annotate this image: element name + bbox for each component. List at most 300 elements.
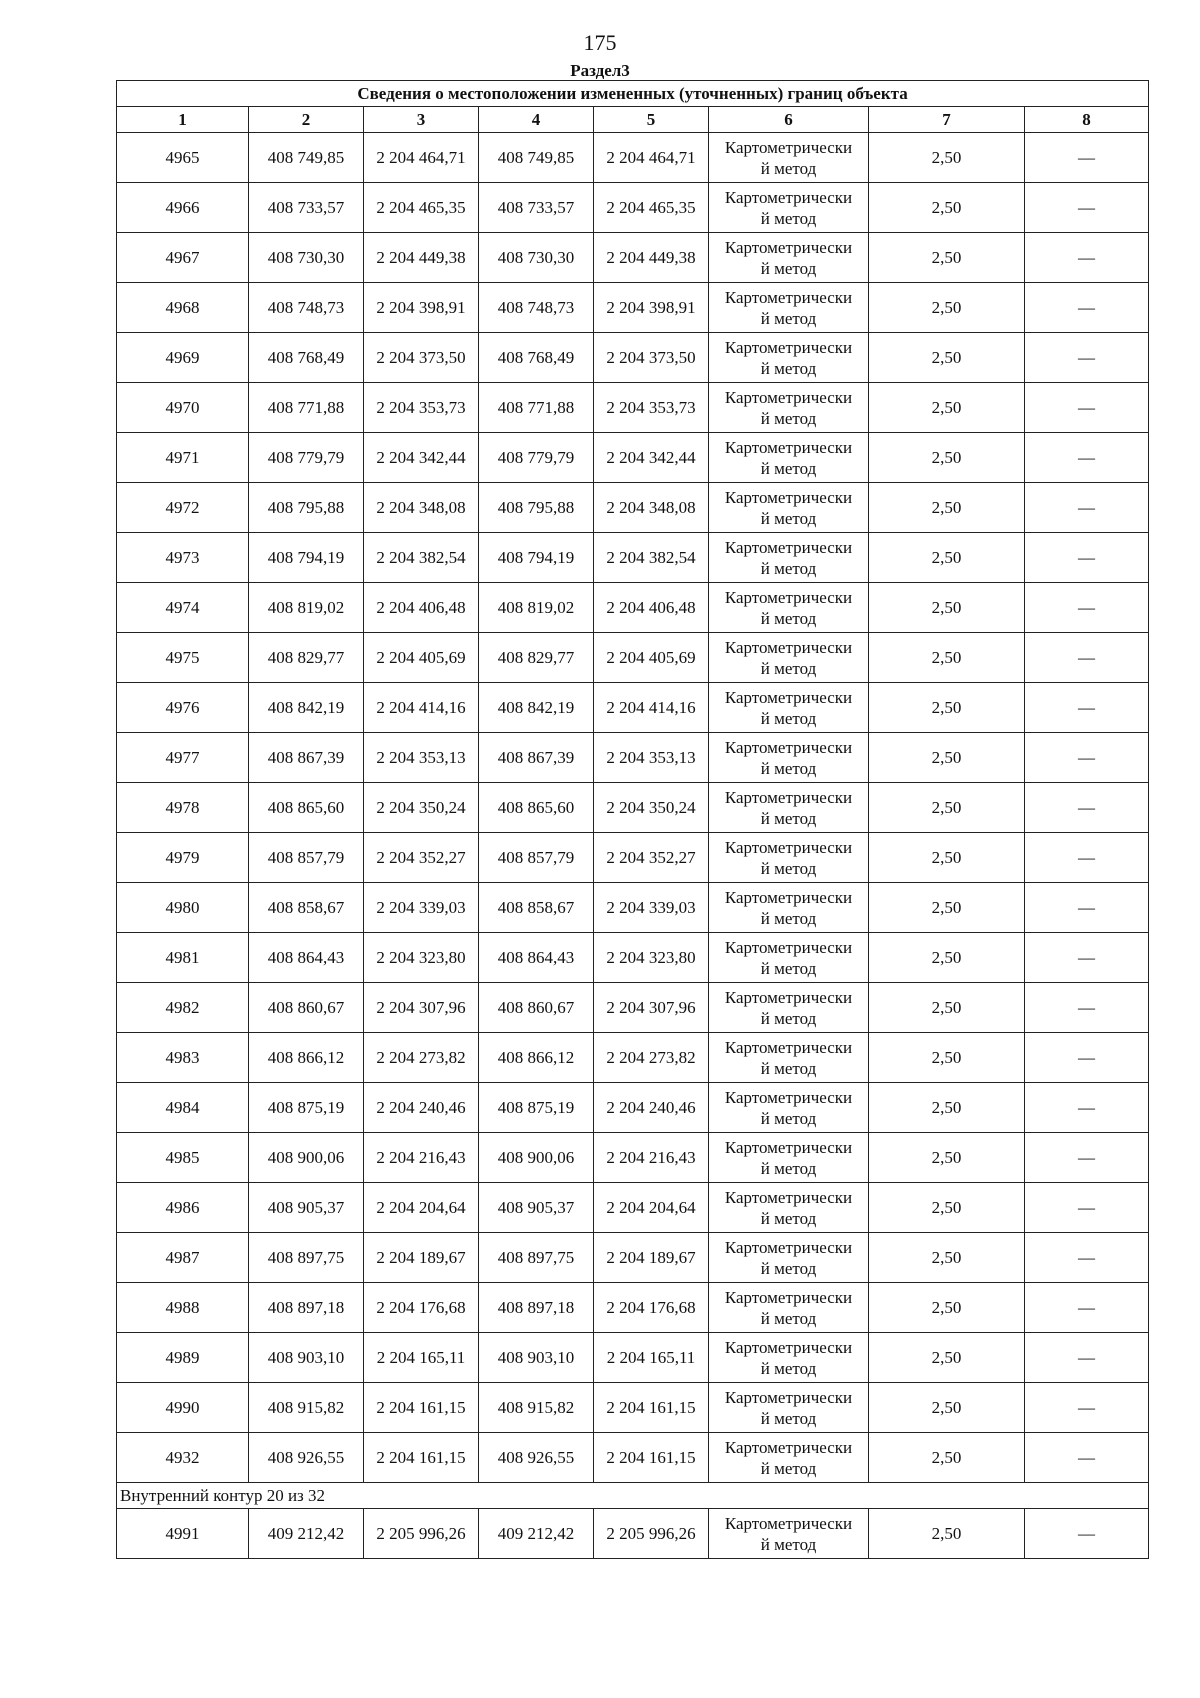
precision-cell: 2,50 — [869, 783, 1025, 833]
y-old-cell: 2 204 273,82 — [364, 1033, 479, 1083]
precision-cell: 2,50 — [869, 183, 1025, 233]
y-old-cell: 2 204 414,16 — [364, 683, 479, 733]
point-number-cell: 4968 — [117, 283, 249, 333]
y-old-cell: 2 204 323,80 — [364, 933, 479, 983]
method-cell — [709, 1509, 869, 1559]
method-line-1: Картометрически — [724, 537, 853, 557]
y-old-cell: 2 204 449,38 — [364, 233, 479, 283]
method-line-1: Картометрически — [724, 337, 853, 357]
point-number-cell: 4987 — [117, 1233, 249, 1283]
x-old-cell: 408 842,19 — [249, 683, 364, 733]
y-new-cell: 2 204 382,54 — [594, 533, 709, 583]
method-line-1: Картометрически — [724, 187, 853, 207]
table-row — [117, 1509, 1149, 1559]
method-line-2: й метод — [760, 758, 817, 778]
table-row — [117, 1433, 1149, 1483]
note-cell: — — [1025, 1333, 1149, 1383]
x-old-cell: 408 900,06 — [249, 1133, 364, 1183]
method-line-2: й метод — [760, 158, 817, 178]
table-row — [117, 133, 1149, 183]
x-new-cell: 408 749,85 — [479, 133, 594, 183]
precision-cell: 2,50 — [869, 883, 1025, 933]
method-line-1: Картометрически — [724, 437, 853, 457]
point-number-cell: 4967 — [117, 233, 249, 283]
method-cell — [709, 783, 869, 833]
x-new-cell: 408 875,19 — [479, 1083, 594, 1133]
x-old-cell: 408 915,82 — [249, 1383, 364, 1433]
x-old-cell: 408 866,12 — [249, 1033, 364, 1083]
precision-cell: 2,50 — [869, 1233, 1025, 1283]
table-row — [117, 533, 1149, 583]
method-line-1: Картометрически — [724, 1513, 853, 1533]
x-old-cell: 408 749,85 — [249, 133, 364, 183]
method-line-2: й метод — [760, 1308, 817, 1328]
y-old-cell: 2 204 398,91 — [364, 283, 479, 333]
x-new-cell: 408 819,02 — [479, 583, 594, 633]
method-cell — [709, 1083, 869, 1133]
x-old-cell: 408 897,18 — [249, 1283, 364, 1333]
y-new-cell: 2 204 464,71 — [594, 133, 709, 183]
x-new-cell: 408 867,39 — [479, 733, 594, 783]
method-line-1: Картометрически — [724, 587, 853, 607]
note-cell: — — [1025, 833, 1149, 883]
method-line-1: Картометрически — [724, 937, 853, 957]
method-line-2: й метод — [760, 1158, 817, 1178]
y-old-cell: 2 205 996,26 — [364, 1509, 479, 1559]
y-old-cell: 2 204 176,68 — [364, 1283, 479, 1333]
note-cell: — — [1025, 733, 1149, 783]
y-old-cell: 2 204 350,24 — [364, 783, 479, 833]
column-number: 1 — [117, 107, 249, 133]
table-row — [117, 633, 1149, 683]
y-old-cell: 2 204 339,03 — [364, 883, 479, 933]
point-number-cell: 4981 — [117, 933, 249, 983]
point-number-cell: 4982 — [117, 983, 249, 1033]
y-new-cell: 2 204 165,11 — [594, 1333, 709, 1383]
note-cell: — — [1025, 1133, 1149, 1183]
point-number-cell: 4965 — [117, 133, 249, 183]
x-old-cell: 408 903,10 — [249, 1333, 364, 1383]
method-line-1: Картометрически — [724, 1087, 853, 1107]
x-old-cell: 408 875,19 — [249, 1083, 364, 1133]
method-cell — [709, 1233, 869, 1283]
note-cell: — — [1025, 683, 1149, 733]
precision-cell: 2,50 — [869, 1433, 1025, 1483]
method-cell — [709, 883, 869, 933]
method-line-1: Картометрически — [724, 787, 853, 807]
table-row — [117, 683, 1149, 733]
method-cell — [709, 533, 869, 583]
method-line-2: й метод — [760, 1058, 817, 1078]
table-row — [117, 583, 1149, 633]
note-cell: — — [1025, 983, 1149, 1033]
contour-label: Внутренний контур 20 из 32 — [117, 1483, 1149, 1509]
method-line-1: Картометрически — [724, 137, 853, 157]
x-new-cell: 408 748,73 — [479, 283, 594, 333]
method-line-2: й метод — [760, 1458, 817, 1478]
note-cell: — — [1025, 933, 1149, 983]
x-old-cell: 408 733,57 — [249, 183, 364, 233]
table-row — [117, 883, 1149, 933]
method-cell — [709, 133, 869, 183]
x-old-cell: 408 860,67 — [249, 983, 364, 1033]
x-old-cell: 408 897,75 — [249, 1233, 364, 1283]
point-number-cell: 4974 — [117, 583, 249, 633]
x-old-cell: 408 819,02 — [249, 583, 364, 633]
method-line-1: Картометрически — [724, 1237, 853, 1257]
y-new-cell: 2 204 405,69 — [594, 633, 709, 683]
point-number-cell: 4972 — [117, 483, 249, 533]
y-new-cell: 2 204 161,15 — [594, 1433, 709, 1483]
y-new-cell: 2 204 373,50 — [594, 333, 709, 383]
method-cell — [709, 383, 869, 433]
x-new-cell: 408 730,30 — [479, 233, 594, 283]
table-row — [117, 1033, 1149, 1083]
y-old-cell: 2 204 189,67 — [364, 1233, 479, 1283]
y-new-cell: 2 204 307,96 — [594, 983, 709, 1033]
y-new-cell: 2 204 353,73 — [594, 383, 709, 433]
note-cell: — — [1025, 1183, 1149, 1233]
x-old-cell: 408 865,60 — [249, 783, 364, 833]
precision-cell: 2,50 — [869, 283, 1025, 333]
method-cell — [709, 1133, 869, 1183]
y-new-cell: 2 204 465,35 — [594, 183, 709, 233]
note-cell: — — [1025, 133, 1149, 183]
method-line-2: й метод — [760, 258, 817, 278]
point-number-cell: 4983 — [117, 1033, 249, 1083]
method-line-1: Картометрически — [724, 287, 853, 307]
method-cell — [709, 283, 869, 333]
y-new-cell: 2 204 342,44 — [594, 433, 709, 483]
method-cell — [709, 683, 869, 733]
x-old-cell: 408 858,67 — [249, 883, 364, 933]
method-line-2: й метод — [760, 708, 817, 728]
y-old-cell: 2 204 353,13 — [364, 733, 479, 783]
precision-cell: 2,50 — [869, 133, 1025, 183]
method-cell — [709, 233, 869, 283]
precision-cell: 2,50 — [869, 1509, 1025, 1559]
precision-cell: 2,50 — [869, 1333, 1025, 1383]
x-new-cell: 408 903,10 — [479, 1333, 594, 1383]
precision-cell: 2,50 — [869, 333, 1025, 383]
table-row — [117, 1133, 1149, 1183]
y-new-cell: 2 204 240,46 — [594, 1083, 709, 1133]
x-new-cell: 408 864,43 — [479, 933, 594, 983]
method-line-1: Картометрически — [724, 1037, 853, 1057]
table-row — [117, 333, 1149, 383]
method-line-1: Картометрически — [724, 887, 853, 907]
y-old-cell: 2 204 405,69 — [364, 633, 479, 683]
point-number-cell: 4971 — [117, 433, 249, 483]
column-number: 6 — [709, 107, 869, 133]
y-new-cell: 2 204 414,16 — [594, 683, 709, 733]
x-new-cell: 408 865,60 — [479, 783, 594, 833]
table-caption: Сведения о местоположении измененных (уточненных) границ объекта — [117, 81, 1149, 107]
method-line-1: Картометрически — [724, 687, 853, 707]
note-cell: — — [1025, 233, 1149, 283]
x-new-cell: 408 857,79 — [479, 833, 594, 883]
method-line-1: Картометрически — [724, 737, 853, 757]
x-old-cell: 408 829,77 — [249, 633, 364, 683]
method-line-1: Картометрически — [724, 1387, 853, 1407]
method-cell — [709, 433, 869, 483]
point-number-cell: 4980 — [117, 883, 249, 933]
column-number: 3 — [364, 107, 479, 133]
x-new-cell: 408 926,55 — [479, 1433, 594, 1483]
x-old-cell: 408 926,55 — [249, 1433, 364, 1483]
x-new-cell: 408 768,49 — [479, 333, 594, 383]
x-new-cell: 408 860,67 — [479, 983, 594, 1033]
method-line-2: й метод — [760, 658, 817, 678]
point-number-cell: 4976 — [117, 683, 249, 733]
method-line-1: Картометрически — [724, 237, 853, 257]
x-old-cell: 408 905,37 — [249, 1183, 364, 1233]
method-cell — [709, 1033, 869, 1083]
y-old-cell: 2 204 240,46 — [364, 1083, 479, 1133]
point-number-cell: 4991 — [117, 1509, 249, 1559]
point-number-cell: 4970 — [117, 383, 249, 433]
x-new-cell: 408 842,19 — [479, 683, 594, 733]
y-old-cell: 2 204 204,64 — [364, 1183, 479, 1233]
table-row — [117, 1333, 1149, 1383]
precision-cell: 2,50 — [869, 1183, 1025, 1233]
precision-cell: 2,50 — [869, 533, 1025, 583]
point-number-cell: 4989 — [117, 1333, 249, 1383]
x-old-cell: 408 857,79 — [249, 833, 364, 883]
x-new-cell: 408 897,75 — [479, 1233, 594, 1283]
method-line-1: Картометрически — [724, 1287, 853, 1307]
method-cell — [709, 633, 869, 683]
x-old-cell: 408 768,49 — [249, 333, 364, 383]
note-cell: — — [1025, 183, 1149, 233]
precision-cell: 2,50 — [869, 433, 1025, 483]
method-cell — [709, 983, 869, 1033]
point-number-cell: 4969 — [117, 333, 249, 383]
section-title: Раздел3 — [570, 61, 630, 80]
note-cell: — — [1025, 1509, 1149, 1559]
point-number-cell: 4984 — [117, 1083, 249, 1133]
y-new-cell: 2 204 176,68 — [594, 1283, 709, 1333]
y-new-cell: 2 204 449,38 — [594, 233, 709, 283]
x-new-cell: 408 794,19 — [479, 533, 594, 583]
y-old-cell: 2 204 165,11 — [364, 1333, 479, 1383]
y-new-cell: 2 204 273,82 — [594, 1033, 709, 1083]
x-new-cell: 408 779,79 — [479, 433, 594, 483]
note-cell: — — [1025, 783, 1149, 833]
table-row — [117, 933, 1149, 983]
x-new-cell: 408 795,88 — [479, 483, 594, 533]
x-old-cell: 408 864,43 — [249, 933, 364, 983]
y-old-cell: 2 204 373,50 — [364, 333, 479, 383]
table-row — [117, 483, 1149, 533]
x-old-cell: 408 730,30 — [249, 233, 364, 283]
method-line-2: й метод — [760, 1358, 817, 1378]
note-cell: — — [1025, 633, 1149, 683]
note-cell: — — [1025, 433, 1149, 483]
y-old-cell: 2 204 307,96 — [364, 983, 479, 1033]
method-line-1: Картометрически — [724, 1337, 853, 1357]
note-cell: — — [1025, 1033, 1149, 1083]
precision-cell: 2,50 — [869, 483, 1025, 533]
x-new-cell: 408 829,77 — [479, 633, 594, 683]
point-number-cell: 4985 — [117, 1133, 249, 1183]
y-old-cell: 2 204 348,08 — [364, 483, 479, 533]
column-number: 4 — [479, 107, 594, 133]
method-line-1: Картометрически — [724, 987, 853, 1007]
x-old-cell: 408 748,73 — [249, 283, 364, 333]
y-old-cell: 2 204 353,73 — [364, 383, 479, 433]
method-line-2: й метод — [760, 358, 817, 378]
precision-cell: 2,50 — [869, 383, 1025, 433]
table-row — [117, 1233, 1149, 1283]
table-row — [117, 733, 1149, 783]
note-cell: — — [1025, 383, 1149, 433]
x-new-cell: 408 905,37 — [479, 1183, 594, 1233]
table-row — [117, 783, 1149, 833]
method-line-1: Картометрически — [724, 837, 853, 857]
method-cell — [709, 583, 869, 633]
y-old-cell: 2 204 161,15 — [364, 1433, 479, 1483]
note-cell: — — [1025, 1233, 1149, 1283]
method-line-2: й метод — [760, 958, 817, 978]
x-new-cell: 408 915,82 — [479, 1383, 594, 1433]
precision-cell: 2,50 — [869, 833, 1025, 883]
method-cell — [709, 1283, 869, 1333]
method-cell — [709, 333, 869, 383]
precision-cell: 2,50 — [869, 1283, 1025, 1333]
table-row — [117, 1183, 1149, 1233]
y-new-cell: 2 204 323,80 — [594, 933, 709, 983]
method-cell — [709, 1433, 869, 1483]
table-row — [117, 433, 1149, 483]
method-line-2: й метод — [760, 1008, 817, 1028]
precision-cell: 2,50 — [869, 933, 1025, 983]
x-old-cell: 408 779,79 — [249, 433, 364, 483]
point-number-cell: 4977 — [117, 733, 249, 783]
y-new-cell: 2 204 406,48 — [594, 583, 709, 633]
table-row — [117, 833, 1149, 883]
table-row — [117, 1283, 1149, 1333]
point-number-cell: 4986 — [117, 1183, 249, 1233]
y-old-cell: 2 204 406,48 — [364, 583, 479, 633]
y-new-cell: 2 204 348,08 — [594, 483, 709, 533]
column-number: 8 — [1025, 107, 1149, 133]
precision-cell: 2,50 — [869, 1133, 1025, 1183]
method-line-2: й метод — [760, 408, 817, 428]
note-cell: — — [1025, 483, 1149, 533]
method-line-2: й метод — [760, 558, 817, 578]
point-number-cell: 4932 — [117, 1433, 249, 1483]
method-line-2: й метод — [760, 808, 817, 828]
method-line-1: Картометрически — [724, 387, 853, 407]
column-number: 5 — [594, 107, 709, 133]
x-old-cell: 408 867,39 — [249, 733, 364, 783]
table-row — [117, 283, 1149, 333]
method-line-2: й метод — [760, 858, 817, 878]
method-cell — [709, 733, 869, 783]
method-line-2: й метод — [760, 308, 817, 328]
method-cell — [709, 933, 869, 983]
point-number-cell: 4979 — [117, 833, 249, 883]
precision-cell: 2,50 — [869, 983, 1025, 1033]
method-line-2: й метод — [760, 508, 817, 528]
precision-cell: 2,50 — [869, 233, 1025, 283]
note-cell: — — [1025, 283, 1149, 333]
note-cell: — — [1025, 1383, 1149, 1433]
precision-cell: 2,50 — [869, 1033, 1025, 1083]
y-new-cell: 2 204 189,67 — [594, 1233, 709, 1283]
method-line-1: Картометрически — [724, 1187, 853, 1207]
method-cell — [709, 483, 869, 533]
x-new-cell: 409 212,42 — [479, 1509, 594, 1559]
y-new-cell: 2 204 204,64 — [594, 1183, 709, 1233]
precision-cell: 2,50 — [869, 733, 1025, 783]
method-line-1: Картометрически — [724, 487, 853, 507]
contour-label-row — [117, 1483, 1149, 1509]
method-cell — [709, 1383, 869, 1433]
table-caption-row — [117, 81, 1149, 107]
method-line-2: й метод — [760, 1258, 817, 1278]
y-new-cell: 2 204 350,24 — [594, 783, 709, 833]
method-line-1: Картометрически — [724, 637, 853, 657]
y-old-cell: 2 204 216,43 — [364, 1133, 479, 1183]
x-new-cell: 408 866,12 — [479, 1033, 594, 1083]
x-new-cell: 408 771,88 — [479, 383, 594, 433]
point-number-cell: 4978 — [117, 783, 249, 833]
y-new-cell: 2 205 996,26 — [594, 1509, 709, 1559]
table-row — [117, 1383, 1149, 1433]
method-line-2: й метод — [760, 458, 817, 478]
precision-cell: 2,50 — [869, 633, 1025, 683]
y-old-cell: 2 204 352,27 — [364, 833, 479, 883]
method-cell — [709, 1333, 869, 1383]
point-number-cell: 4966 — [117, 183, 249, 233]
table-row — [117, 1083, 1149, 1133]
precision-cell: 2,50 — [869, 1383, 1025, 1433]
coordinates-table — [116, 80, 1149, 1559]
precision-cell: 2,50 — [869, 1083, 1025, 1133]
note-cell: — — [1025, 333, 1149, 383]
method-line-2: й метод — [760, 908, 817, 928]
method-line-2: й метод — [760, 1108, 817, 1128]
method-line-2: й метод — [760, 208, 817, 228]
x-new-cell: 408 897,18 — [479, 1283, 594, 1333]
method-line-1: Картометрически — [724, 1137, 853, 1157]
table-row — [117, 383, 1149, 433]
table-body — [117, 133, 1149, 1559]
method-line-2: й метод — [760, 1408, 817, 1428]
y-old-cell: 2 204 464,71 — [364, 133, 479, 183]
x-new-cell: 408 733,57 — [479, 183, 594, 233]
precision-cell: 2,50 — [869, 683, 1025, 733]
y-old-cell: 2 204 161,15 — [364, 1383, 479, 1433]
x-old-cell: 408 795,88 — [249, 483, 364, 533]
method-cell — [709, 833, 869, 883]
point-number-cell: 4975 — [117, 633, 249, 683]
point-number-cell: 4990 — [117, 1383, 249, 1433]
y-new-cell: 2 204 216,43 — [594, 1133, 709, 1183]
x-old-cell: 408 771,88 — [249, 383, 364, 433]
column-number-row — [117, 107, 1149, 133]
method-line-2: й метод — [760, 1208, 817, 1228]
note-cell: — — [1025, 883, 1149, 933]
method-line-1: Картометрически — [724, 1437, 853, 1457]
note-cell: — — [1025, 1083, 1149, 1133]
note-cell: — — [1025, 1283, 1149, 1333]
y-new-cell: 2 204 398,91 — [594, 283, 709, 333]
y-old-cell: 2 204 382,54 — [364, 533, 479, 583]
y-new-cell: 2 204 339,03 — [594, 883, 709, 933]
